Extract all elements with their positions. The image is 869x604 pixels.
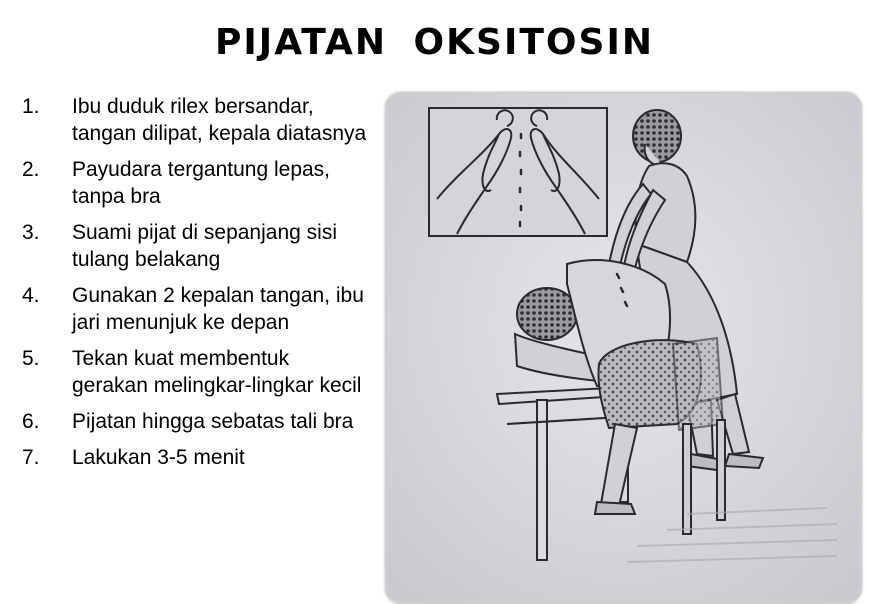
illustration-drawing xyxy=(387,94,860,602)
step-text: Gunakan 2 kepalan tangan, ibu jari menunjuk ke depan xyxy=(72,284,364,334)
step-item xyxy=(22,408,367,435)
step-item xyxy=(22,156,367,210)
inset-hands xyxy=(429,108,607,236)
step-number: 6. xyxy=(22,410,40,433)
step-text: Tekan kuat membentuk gerakan melingkar-lingkar kecil xyxy=(72,347,362,397)
step-item xyxy=(22,282,367,336)
step-text: Ibu duduk rilex bersandar, tangan dilipat, kepala diatasnya xyxy=(72,95,367,145)
step-number: 1. xyxy=(22,95,40,118)
step-item xyxy=(22,345,367,399)
step-text: Lakukan 3-5 menit xyxy=(72,446,245,469)
massage-illustration xyxy=(385,92,862,604)
step-text: Suami pijat di sepanjang sisi tulang belakang xyxy=(72,221,337,271)
step-number: 3. xyxy=(22,221,40,244)
step-number: 7. xyxy=(22,446,40,469)
page-title: PIJATAN OKSITOSIN xyxy=(215,22,654,63)
step-text: Pijatan hingga sebatas tali bra xyxy=(72,410,354,433)
step-number: 2. xyxy=(22,158,40,181)
step-item xyxy=(22,444,367,471)
step-item xyxy=(22,93,367,147)
step-number: 5. xyxy=(22,347,40,370)
step-text: Payudara tergantung lepas, tanpa bra xyxy=(72,158,331,208)
steps-list xyxy=(22,93,367,480)
step-item xyxy=(22,219,367,273)
step-number: 4. xyxy=(22,284,40,307)
